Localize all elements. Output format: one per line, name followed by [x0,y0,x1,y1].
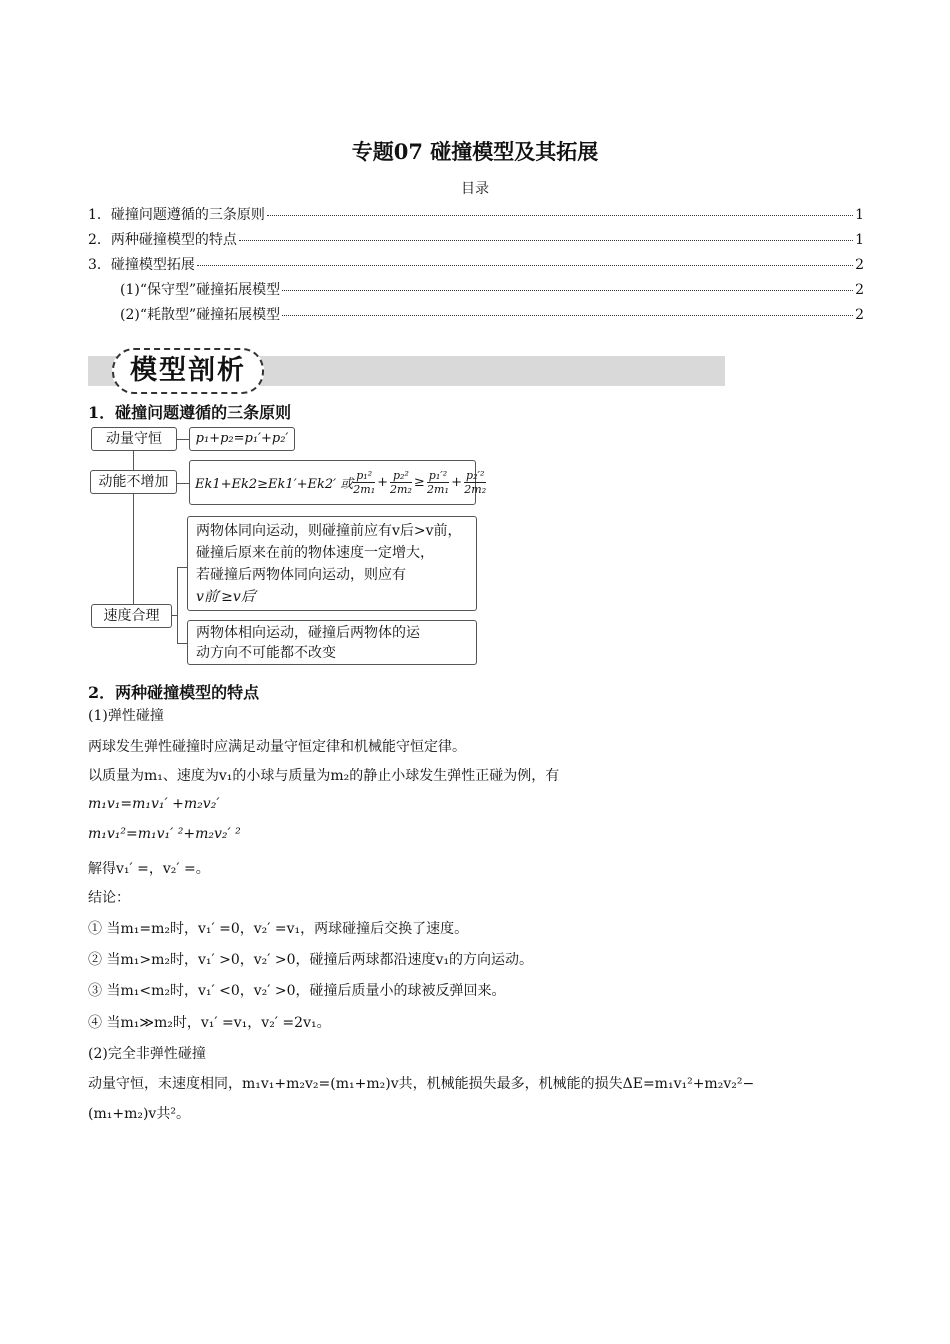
same-direction-line: 碰撞后原来在前的物体速度一定增大， [196,545,434,561]
label-energy: 动能不增加 [90,470,177,494]
text-line: (m₁+m₂)v共²。 [88,1106,190,1122]
toc-item-label: 2．两种碰撞模型的特点 [88,232,237,248]
equation-line: m₁v₁²=m₁v₁′ ²+m₂v₂′ ² [88,826,241,842]
same-direction-box [187,516,477,611]
toc-item-3[interactable] [88,254,864,276]
toc-item-label: (2)“耗散型”碰撞拓展模型 [120,307,281,323]
same-direction-line: 两物体同向运动，则碰撞前应有v后>v前， [196,523,462,539]
energy-fraction: $\frac{\text{p₁′²}}{\text{2m₁}}$ [427,469,449,496]
text-line: 动量守恒，末速度相同，m₁v₁+m₂v₂=(m₁+m₂)v共，机械能损失最多，机械能的损失ΔE=m₁v₁²+m₂v₂²− [88,1076,755,1092]
text-line: (2)完全非弹性碰撞 [88,1046,206,1062]
bracket-velocity [177,567,178,643]
label-velocity: 速度合理 [91,604,172,628]
opposite-direction-line: 动方向不可能都不改变 [196,645,336,661]
energy-operator: ≥ [413,475,425,490]
toc-item-page: 2 [855,257,864,273]
text-line: 以质量为m₁、速度为v₁的小球与质量为m₂的静止小球发生弹性正碰为例，有 [88,768,560,784]
toc-item-label: (1)“保守型”碰撞拓展模型 [120,282,281,298]
momentum-equation: p₁+p₂=p₁′+p₂′ [189,427,295,451]
toc-item-label: 3．碰撞模型拓展 [88,257,195,273]
bracket-bottom [177,643,187,644]
toc-item-page: 2 [855,282,864,298]
conclusion-line: ① 当m₁=m₂时，v₁′ =0，v₂′ =v₁，两球碰撞后交换了速度。 [88,921,469,937]
equation-line: m₁v₁=m₁v₁′ +m₂v₂′ [88,796,220,812]
section1-heading: 1．碰撞问题遵循的三条原则 [88,403,292,422]
energy-equation-left: Ek1+Ek2≥Ek1′+Ek2′ 或 [195,477,354,492]
bracket-top [177,567,187,568]
toc-item-label: 1．碰撞问题遵循的三条原则 [88,207,265,223]
text-line: (1)弹性碰撞 [88,708,164,724]
same-direction-line: 若碰撞后两物体同向运动，则应有 [196,567,406,583]
energy-operator: + [451,475,463,490]
toc-item-page: 1 [855,232,864,248]
energy-fraction: $\frac{\text{p₁²}}{\text{2m₁}}$ [353,469,376,496]
toc-item-5[interactable] [120,304,864,326]
same-direction-line: v前′≥v后′ [196,589,258,605]
connector-energy [175,483,189,484]
toc-item-page: 1 [855,207,864,223]
page-title: 专题07 碰撞模型及其拓展 [351,139,599,164]
conclusion-line: ④ 当m₁≫m₂时，v₁′ =v₁，v₂′ =2v₁。 [88,1015,331,1031]
opposite-direction-line: 两物体相向运动，碰撞后两物体的运 [196,625,420,641]
label-momentum: 动量守恒 [91,427,177,451]
energy-fraction: $\frac{\text{p₂²}}{\text{2m₂}}$ [390,469,412,496]
toc-item-4[interactable] [120,279,864,301]
energy-fraction: $\frac{\text{p₂′²}}{\text{2m₂}}$ [464,469,487,496]
section2-heading: 2．两种碰撞模型的特点 [88,683,260,702]
energy-equation [189,460,487,505]
conclusion-line: ③ 当m₁<m₂时，v₁′ <0，v₂′ >0，碰撞后质量小的球被反弹回来。 [88,983,506,999]
conclusion-line: ② 当m₁>m₂时，v₁′ >0，v₂′ >0，碰撞后两球都沿速度v₁的方向运动。 [88,952,534,968]
opposite-direction-box [187,620,477,665]
toc-item-page: 2 [855,307,864,323]
text-line: 结论： [88,890,130,906]
connector-momentum [175,439,189,440]
banner-badge: 模型剖析 [112,348,264,394]
text-line: 两球发生弹性碰撞时应满足动量守恒定律和机械能守恒定律。 [88,739,466,755]
energy-operator: + [377,475,389,490]
text-line: 解得v₁′ =，v₂′ =。 [88,861,210,877]
toc-item-1[interactable] [88,204,864,226]
toc-heading: 目录 [461,181,489,197]
toc-item-2[interactable] [88,229,864,251]
